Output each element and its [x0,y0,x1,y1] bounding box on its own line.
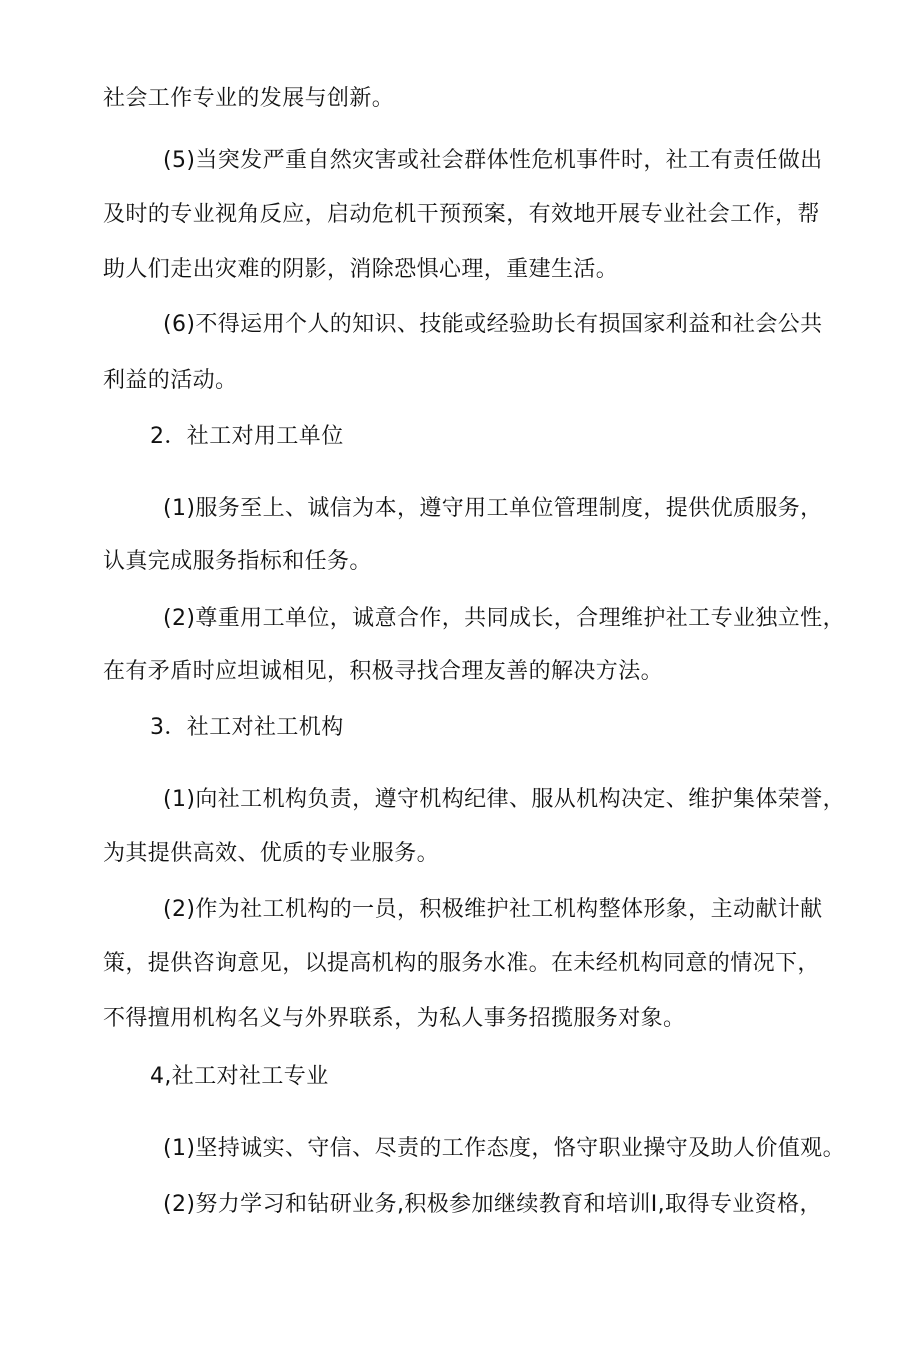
section-heading: 2．社工对用工单位 [150,424,344,449]
text-line: 在有矛盾时应坦诚相见，积极寻找合理友善的解决方法。 [103,659,664,684]
text-line: 为其提供高效、优质的专业服务。 [103,841,440,866]
text-line: 社会工作专业的发展与创新。 [103,86,395,111]
text-line: (2)努力学习和钻研业务,积极参加继续教育和培训I,取得专业资格， [163,1192,822,1217]
text-line: 策，提供咨询意见，以提高机构的服务水准。在未经机构同意的情况下， [103,951,820,976]
text-line: 及时的专业视角反应，启动危机干预预案，有效地开展专业社会工作，帮 [103,202,820,227]
text-line: (6)不得运用个人的知识、技能或经验助长有损国家利益和社会公共 [163,312,823,337]
text-line: 不得擅用机构名义与外界联系，为私人事务招揽服务对象。 [103,1006,686,1031]
text-line: (1)向社工机构负责，遵守机构纪律、服从机构决定、维护集体荣誉， [163,787,845,812]
text-line: 利益的活动。 [103,368,238,393]
text-line: (2)作为社工机构的一员，积极维护社工机构整体形象，主动献计献 [163,897,823,922]
section-heading: 3．社工对社工机构 [150,715,344,740]
text-line: 认真完成服务指标和任务。 [103,549,372,574]
text-line: (1)坚持诚实、守信、尽责的工作态度，恪守职业操守及助人价值观。 [163,1136,845,1161]
text-line: (1)服务至上、诚信为本，遵守用工单位管理制度，提供优质服务， [163,496,823,521]
text-line: (5)当突发严重自然灾害或社会群体性危机事件时，社工有责任做出 [163,148,823,173]
section-heading: 4,社工对社工专业 [150,1064,329,1089]
text-line: 助人们走出灾难的阴影，消除恐惧心理，重建生活。 [103,257,619,282]
text-line: (2)尊重用工单位，诚意合作，共同成长，合理维护社工专业独立性， [163,606,845,631]
